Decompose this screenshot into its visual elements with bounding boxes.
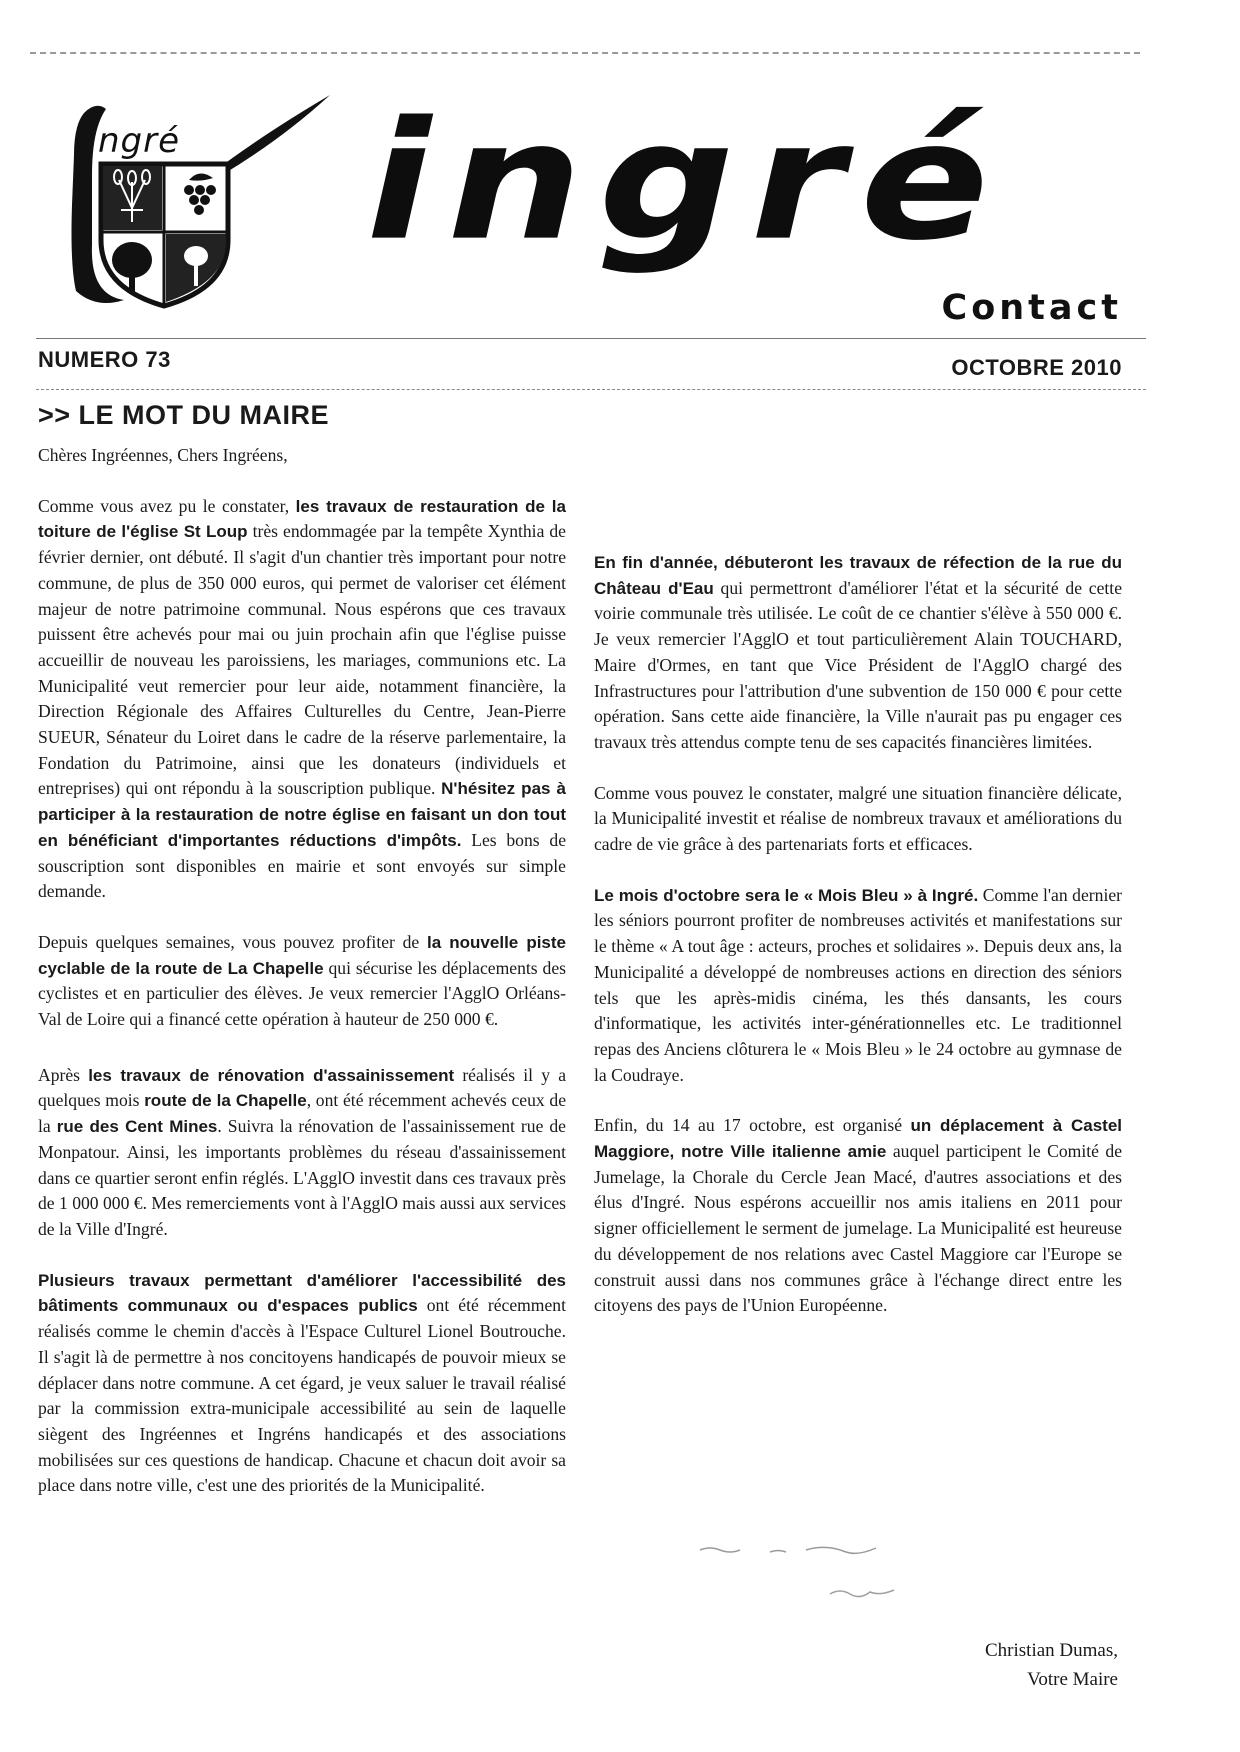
greeting: Chères Ingréennes, Chers Ingréens,	[38, 445, 288, 465]
signatory-role: Votre Maire	[1027, 1669, 1118, 1690]
paragraph-accessibility: Plusieurs travaux permettant d'améliorer l'accessibilité des bâtiments communaux ou d'espaces publics ont été récemment réalisés comme le chemin d'accès à l'Espace Culturel Lionel Boutrouche. Il s'agit là de permettre à nos concitoyens handicapés de pouvoir mieux se déplacer dans notre commune. A cet égard, je veux saluer le travail réalisé par la commission extra-municipale accessibilité au sein de laquelle siègent des Ingréennes et Ingréns handicapés et des associations mobilisées sur ces questions de handicap. Chacune et chacun doit avoir sa place dans notre ville, c'est une des priorités de la Municipalité.	[38, 1270, 566, 1496]
coat-of-arms-icon	[97, 160, 232, 310]
paragraph-blue-month: Le mois d'octobre sera le « Mois Bleu » à Ingré. Comme l'an dernier les séniors pourront profiter de nombreuses activités et manifestations sur le thème « A tout âge : acteurs, proches et solidaires ». Depuis deux ans, la Municipalité a développé de nombreuses actions en direction des séniors tels que les après-midis cinéma, les thés dansants, les cours d'informatique, les activités inter-générationnelles etc. Le traditionnel repas des Anciens clôturera le « Mois Bleu » le 24 octobre au gymnase de la Coudraye.	[594, 884, 1123, 1085]
masthead-subtitle: Contact	[941, 288, 1122, 328]
signatory-name: Christian Dumas,	[985, 1640, 1118, 1661]
paragraph-sanitation: Après les travaux de rénovation d'assainissement réalisés il y a quelques mois route de la Chapelle, ont été récemment achevés ceux de la rue des Cent Mines. Suivra la rénovation de l'assainissement rue de Monpatour. Ainsi, les importants problèmes du réseau d'assainissement dans ce quartier seront enfin réglés. L'AgglO investit dans ces travaux près de 1 000 000 €. Mes remerciements vont à l'AgglO mais aussi aux services de la Ville d'Ingré.	[38, 1064, 566, 1239]
paragraph-twinning: Enfin, du 14 au 17 octobre, est organisé un déplacement à Castel Maggiore, notre Ville italienne amie auquel participent le Comité de Jumelage, la Chorale du Cercle Jean Macé, d'autres associations et des élus d'Ingré. Nous espérons accueillir nos amis italiens en 2011 pour signer officiellement le serment de jumelage. La Municipalité est heureuse du développement de nos relations avec Castel Maggiore car l'Europe se construit aussi dans nos communes grâce à l'échange direct entre les citoyens des pays de l'Union Européenne.	[594, 1115, 1123, 1316]
issue-number: NUMERO 73	[38, 347, 171, 372]
article-column-left	[38, 405, 566, 1524]
issue-date: OCTOBRE 2010	[951, 355, 1122, 380]
signature-scribble	[690, 1530, 990, 1610]
paragraph-cycle-path: Depuis quelques semaines, vous pouvez profiter de la nouvelle piste cyclable de la route de La Chapelle qui sécurise les déplacements des cyclistes et en particulier des élèves. Je veux remercier l'AgglO Orléans-Val de Loire qui a financé cette opération à hauteur de 250 000 €.	[38, 931, 567, 1030]
article-column-right	[594, 408, 1122, 1344]
paragraph-church: Comme vous avez pu le constater, les travaux de restauration de la toiture de l'église St Loup très endommagée par la tempête Xynthia de février dernier, ont débuté. Il s'agit d'un chantier très important pour notre commune, de plus de 350 000 euros, qui permet de valoriser cet élément majeur de notre patrimoine communal. Nous espérons que ces travaux puissent être achevés pour mai ou juin prochain afin que l'église puisse accueillir de nouveau les paroissiens, les mariages, communions etc. La Municipalité veut remercier pour leur aide, notamment financière, la Direction Régionale des Affaires Culturelles du Centre, Jean-Pierre SUEUR, Sénateur du Loiret dans le cadre de la réserve parlementaire, la Fondation du Patrimoine, ainsi que les donateurs (individuels et entreprises) qui ont répondu à la souscription publique. N'hésitez pas à participer à la restauration de notre église en faisant un don tout en bénéficiant d'importantes réductions d'impôts. Les bons de souscription sont disponibles en mairie et sont envoyés sur simple demande.	[38, 495, 566, 902]
town-logo	[62, 95, 312, 310]
masthead-title: ingré	[366, 86, 1005, 277]
article-heading: >> LE MOT DU MAIRE	[38, 400, 330, 430]
signature-block	[985, 1636, 1118, 1694]
paragraph-water-street: En fin d'année, débuteront les travaux de réfection de la rue du Château d'Eau qui permettront d'améliorer l'état et la sécurité de cette voirie communale très utilisée. Le coût de ce chantier s'élève à 550 000 €. Je veux remercier l'AgglO et tout particulièrement Alain TOUCHARD, Maire d'Ormes, en tant que Vice Président de l'AgglO chargé des Infrastructures pour l'attribution d'une subvention de 150 000 € pour cette opération. Sans cette aide financière, la Ville n'aurait pas pu engager ces travaux très attendus compte tenu de ses capacités financières limitées.	[594, 553, 1123, 752]
header-rule-lower	[36, 389, 1146, 390]
header-rule	[36, 338, 1146, 339]
paragraph-investment: Comme vous pouvez le constater, malgré une situation financière délicate, la Municipalité investit et réalise de nombreux travaux et améliorations du cadre de vie grâce à des partenariats forts et efficaces.	[594, 782, 1122, 855]
top-dashed-rule	[30, 52, 1140, 54]
logo-word: ngré	[98, 121, 181, 161]
